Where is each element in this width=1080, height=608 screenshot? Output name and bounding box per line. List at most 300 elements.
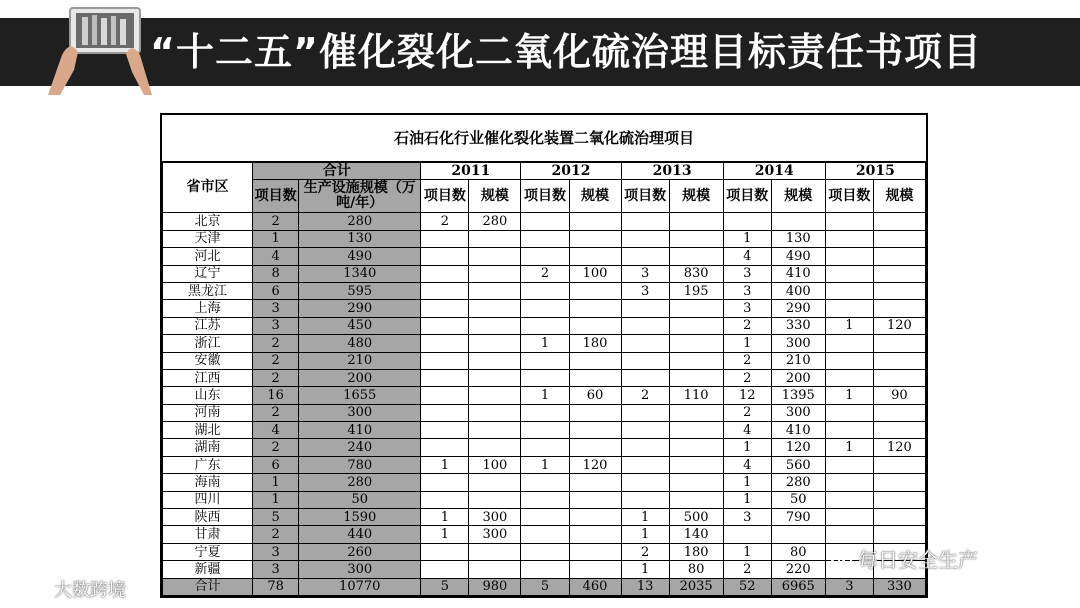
table-cell: 3 (723, 265, 771, 282)
table-cell: 300 (469, 526, 521, 543)
table-cell: 120 (873, 317, 925, 334)
table-cell: 490 (299, 248, 421, 265)
table-cell: 90 (873, 387, 925, 404)
table-row (163, 265, 926, 282)
table-row (163, 369, 926, 386)
table-cell: 1 (723, 335, 771, 352)
table-cell: 1 (723, 474, 771, 491)
table-cell: 1 (825, 387, 873, 404)
table-cell (469, 387, 521, 404)
table-cell: 3 (253, 317, 299, 334)
wechat-icon (830, 548, 852, 572)
table-cell: 3 (253, 300, 299, 317)
table-cell (469, 543, 521, 560)
year-header-2012: 2012 (521, 163, 621, 180)
table-cell (469, 300, 521, 317)
count-header-2012: 项目数 (521, 180, 569, 213)
table-cell (521, 474, 569, 491)
table-cell (825, 369, 873, 386)
table-cell (521, 213, 569, 230)
table-row (163, 282, 926, 299)
table-cell: 1 (723, 543, 771, 560)
table-cell: 330 (873, 578, 925, 595)
table-cell (469, 474, 521, 491)
table-cell: 5 (253, 509, 299, 526)
title-banner (0, 18, 1080, 86)
table-cell: 6 (253, 456, 299, 473)
table-cell (825, 422, 873, 439)
table-cell (521, 404, 569, 421)
table-cell: 410 (771, 422, 825, 439)
table-cell: 300 (299, 404, 421, 421)
table-cell (873, 265, 925, 282)
table-cell: 595 (299, 282, 421, 299)
table-cell: 220 (771, 561, 825, 578)
table-cell (421, 422, 469, 439)
hands-tablet-icon (40, 0, 155, 95)
table-cell (569, 474, 621, 491)
table-cell: 6 (253, 282, 299, 299)
table-cell: 78 (253, 578, 299, 595)
table-cell: 2 (723, 317, 771, 334)
table-cell (421, 543, 469, 560)
table-cell: 830 (669, 265, 723, 282)
table-cell (569, 369, 621, 386)
table-cell: 120 (771, 439, 825, 456)
table-cell (825, 300, 873, 317)
table-cell: 4 (253, 422, 299, 439)
table-cell (825, 265, 873, 282)
table-cell: 52 (723, 578, 771, 595)
year-header-2011: 2011 (421, 163, 521, 180)
table-cell (469, 352, 521, 369)
table-cell (873, 282, 925, 299)
table-cell (421, 369, 469, 386)
table-cell: 210 (299, 352, 421, 369)
table-cell (421, 474, 469, 491)
table-cell: 3 (825, 578, 873, 595)
table-cell (569, 317, 621, 334)
table-cell (873, 369, 925, 386)
table-cell: 1 (825, 317, 873, 334)
table-cell (723, 213, 771, 230)
table-row (163, 543, 926, 560)
table-cell: 120 (569, 456, 621, 473)
table-caption: 石油石化行业催化裂化装置二氧化硫治理项目 (162, 115, 926, 162)
table-cell: 2 (723, 369, 771, 386)
table-cell (521, 509, 569, 526)
table-cell (521, 317, 569, 334)
table-row (163, 404, 926, 421)
table-cell (873, 526, 925, 543)
scale-header-2014: 规模 (771, 180, 825, 213)
table-cell (825, 404, 873, 421)
table-cell: 290 (299, 300, 421, 317)
table-cell: 280 (469, 213, 521, 230)
table-cell: 80 (771, 543, 825, 560)
watermark-right (830, 544, 978, 573)
table-cell (825, 526, 873, 543)
table-cell: 16 (253, 387, 299, 404)
table-cell (521, 526, 569, 543)
table-cell (569, 422, 621, 439)
region-cell: 上海 (163, 300, 253, 317)
table-cell (723, 526, 771, 543)
table-cell: 790 (771, 509, 825, 526)
table-cell: 2 (723, 561, 771, 578)
table-cell (521, 248, 569, 265)
table-cell: 2 (521, 265, 569, 282)
table-cell: 3 (723, 300, 771, 317)
table-cell (421, 282, 469, 299)
table-cell (569, 300, 621, 317)
table-cell (669, 456, 723, 473)
table-cell (421, 404, 469, 421)
table-cell (873, 456, 925, 473)
table-cell: 2 (421, 213, 469, 230)
table-cell: 10770 (299, 578, 421, 595)
table-cell: 1 (621, 509, 669, 526)
table-cell (469, 335, 521, 352)
region-cell: 江苏 (163, 317, 253, 334)
table-cell (873, 422, 925, 439)
region-cell: 湖北 (163, 422, 253, 439)
region-cell: 合计 (163, 578, 253, 595)
table-row (163, 230, 926, 247)
table-cell (621, 369, 669, 386)
table-cell: 180 (569, 335, 621, 352)
table-cell (621, 317, 669, 334)
table-cell (825, 509, 873, 526)
table-cell (873, 509, 925, 526)
table-cell (421, 335, 469, 352)
table-cell: 1 (621, 526, 669, 543)
table-cell (521, 491, 569, 508)
table-cell (621, 213, 669, 230)
year-header-2014: 2014 (723, 163, 825, 180)
table-cell (873, 474, 925, 491)
region-cell: 陕西 (163, 509, 253, 526)
table-cell (421, 265, 469, 282)
table-cell: 3 (621, 282, 669, 299)
table-cell: 1 (621, 561, 669, 578)
table-cell (569, 230, 621, 247)
table-cell (469, 369, 521, 386)
table-cell (621, 439, 669, 456)
table-cell: 410 (299, 422, 421, 439)
region-cell: 海南 (163, 474, 253, 491)
table-cell (521, 300, 569, 317)
table-cell: 1 (421, 456, 469, 473)
table-cell (621, 491, 669, 508)
region-cell: 广东 (163, 456, 253, 473)
table-cell (521, 282, 569, 299)
table-cell (469, 439, 521, 456)
table-cell: 60 (569, 387, 621, 404)
table-cell: 290 (771, 300, 825, 317)
table-cell: 440 (299, 526, 421, 543)
total-capacity-header: 生产设施规模（万吨/年） (299, 180, 421, 213)
table-cell: 130 (771, 230, 825, 247)
table-cell: 2 (253, 439, 299, 456)
projects-table (162, 162, 926, 596)
region-cell: 甘肃 (163, 526, 253, 543)
table-cell (469, 317, 521, 334)
table-cell: 1 (521, 456, 569, 473)
table-cell: 2035 (669, 578, 723, 595)
table-cell (569, 352, 621, 369)
table-cell (569, 248, 621, 265)
table-cell: 280 (299, 474, 421, 491)
data-table-panel (160, 113, 928, 598)
table-cell (521, 369, 569, 386)
table-cell: 5 (421, 578, 469, 595)
table-total-row (163, 578, 926, 595)
scale-header-2015: 规模 (873, 180, 925, 213)
table-row (163, 300, 926, 317)
table-body (163, 213, 926, 596)
table-cell: 1 (521, 387, 569, 404)
table-cell: 8 (253, 265, 299, 282)
table-cell: 2 (723, 404, 771, 421)
region-cell: 北京 (163, 213, 253, 230)
table-cell: 260 (299, 543, 421, 560)
table-cell: 780 (299, 456, 421, 473)
table-cell: 3 (253, 561, 299, 578)
scale-header-2011: 规模 (469, 180, 521, 213)
table-cell (469, 561, 521, 578)
region-cell: 天津 (163, 230, 253, 247)
table-cell (469, 230, 521, 247)
count-header-2014: 项目数 (723, 180, 771, 213)
table-cell: 1 (253, 491, 299, 508)
table-cell (825, 474, 873, 491)
table-cell (825, 491, 873, 508)
table-cell: 1 (421, 509, 469, 526)
table-cell (669, 248, 723, 265)
table-cell: 1 (723, 230, 771, 247)
table-row (163, 491, 926, 508)
table-cell (669, 317, 723, 334)
table-cell: 4 (723, 248, 771, 265)
table-cell: 3 (253, 543, 299, 560)
table-cell (621, 474, 669, 491)
scale-header-2012: 规模 (569, 180, 621, 213)
table-cell: 300 (469, 509, 521, 526)
table-cell: 450 (299, 317, 421, 334)
table-cell: 1 (521, 335, 569, 352)
count-header-2013: 项目数 (621, 180, 669, 213)
table-cell (569, 404, 621, 421)
table-cell: 980 (469, 578, 521, 595)
table-row (163, 474, 926, 491)
table-cell (873, 248, 925, 265)
table-cell: 200 (771, 369, 825, 386)
table-cell: 1 (253, 230, 299, 247)
table-row (163, 509, 926, 526)
table-cell: 2 (253, 526, 299, 543)
table-cell (669, 213, 723, 230)
table-row (163, 561, 926, 578)
table-cell: 1590 (299, 509, 421, 526)
table-cell: 6965 (771, 578, 825, 595)
table-cell: 1 (723, 439, 771, 456)
table-cell (521, 352, 569, 369)
table-cell (669, 474, 723, 491)
table-cell: 100 (469, 456, 521, 473)
table-cell: 480 (299, 335, 421, 352)
region-cell: 湖南 (163, 439, 253, 456)
table-cell (669, 422, 723, 439)
table-header-row (163, 163, 926, 180)
table-cell (621, 456, 669, 473)
table-row (163, 439, 926, 456)
table-cell (569, 439, 621, 456)
region-cell: 江西 (163, 369, 253, 386)
table-cell (421, 300, 469, 317)
watermark-left-text: 大数跨境 (54, 580, 126, 601)
table-cell (521, 439, 569, 456)
region-cell: 黑龙江 (163, 282, 253, 299)
table-cell (421, 387, 469, 404)
table-cell (873, 230, 925, 247)
table-cell (469, 248, 521, 265)
table-cell (825, 230, 873, 247)
table-cell (621, 422, 669, 439)
table-cell (421, 317, 469, 334)
table-cell: 1 (421, 526, 469, 543)
table-row (163, 335, 926, 352)
table-cell (825, 352, 873, 369)
table-cell (569, 561, 621, 578)
table-cell: 2 (253, 404, 299, 421)
table-cell: 50 (771, 491, 825, 508)
total-count-header: 项目数 (253, 180, 299, 213)
table-cell (569, 282, 621, 299)
table-cell: 200 (299, 369, 421, 386)
table-cell: 2 (253, 369, 299, 386)
table-cell: 80 (669, 561, 723, 578)
table-cell (469, 422, 521, 439)
table-cell (621, 352, 669, 369)
table-cell (669, 300, 723, 317)
table-cell: 3 (723, 509, 771, 526)
table-row (163, 456, 926, 473)
table-cell (469, 265, 521, 282)
table-row (163, 352, 926, 369)
table-cell: 2 (621, 387, 669, 404)
region-cell: 河北 (163, 248, 253, 265)
region-cell: 新疆 (163, 561, 253, 578)
table-cell: 195 (669, 282, 723, 299)
region-cell: 宁夏 (163, 543, 253, 560)
table-cell (569, 213, 621, 230)
table-cell: 140 (669, 526, 723, 543)
table-cell: 240 (299, 439, 421, 456)
table-cell: 1655 (299, 387, 421, 404)
table-cell: 110 (669, 387, 723, 404)
table-cell (569, 491, 621, 508)
table-cell (421, 248, 469, 265)
table-cell: 50 (299, 491, 421, 508)
region-cell: 安徽 (163, 352, 253, 369)
table-cell: 120 (873, 439, 925, 456)
table-cell: 300 (771, 404, 825, 421)
region-cell: 河南 (163, 404, 253, 421)
table-cell: 1340 (299, 265, 421, 282)
table-cell (621, 404, 669, 421)
table-cell: 280 (299, 213, 421, 230)
logo-icon (8, 578, 48, 601)
table-cell (521, 543, 569, 560)
table-cell: 4 (723, 456, 771, 473)
table-cell: 410 (771, 265, 825, 282)
table-cell: 180 (669, 543, 723, 560)
table-cell: 4 (253, 248, 299, 265)
table-cell (825, 213, 873, 230)
table-cell: 2 (253, 352, 299, 369)
table-row (163, 387, 926, 404)
table-subheader-row (163, 180, 926, 213)
table-cell: 490 (771, 248, 825, 265)
table-cell (825, 335, 873, 352)
table-cell (469, 404, 521, 421)
table-cell (521, 422, 569, 439)
table-cell (669, 439, 723, 456)
table-row (163, 526, 926, 543)
table-cell (873, 213, 925, 230)
table-cell (469, 282, 521, 299)
table-cell (669, 230, 723, 247)
table-cell: 560 (771, 456, 825, 473)
region-cell: 浙江 (163, 335, 253, 352)
table-cell (873, 404, 925, 421)
table-cell (469, 491, 521, 508)
table-row (163, 213, 926, 230)
table-cell (873, 352, 925, 369)
table-cell: 1 (723, 491, 771, 508)
table-cell: 12 (723, 387, 771, 404)
table-cell (569, 543, 621, 560)
table-row (163, 248, 926, 265)
region-cell: 山东 (163, 387, 253, 404)
table-cell (421, 352, 469, 369)
watermark-right-text: 每日安全生产 (858, 548, 978, 572)
table-cell (421, 439, 469, 456)
count-header-2011: 项目数 (421, 180, 469, 213)
table-cell (873, 300, 925, 317)
table-cell (771, 213, 825, 230)
table-cell: 300 (771, 335, 825, 352)
table-cell: 400 (771, 282, 825, 299)
table-cell (669, 335, 723, 352)
table-cell (825, 282, 873, 299)
table-cell: 3 (723, 282, 771, 299)
watermark-left (8, 576, 126, 602)
table-cell (621, 230, 669, 247)
table-cell (771, 526, 825, 543)
table-cell: 1 (253, 474, 299, 491)
page-title: “十二五”催化裂化二氧化硫治理目标责任书项目 (150, 30, 982, 74)
count-header-2015: 项目数 (825, 180, 873, 213)
table-cell: 4 (723, 422, 771, 439)
table-cell (521, 230, 569, 247)
table-cell: 3 (621, 265, 669, 282)
table-cell: 5 (521, 578, 569, 595)
table-cell: 1 (825, 439, 873, 456)
table-row (163, 317, 926, 334)
table-cell (825, 248, 873, 265)
